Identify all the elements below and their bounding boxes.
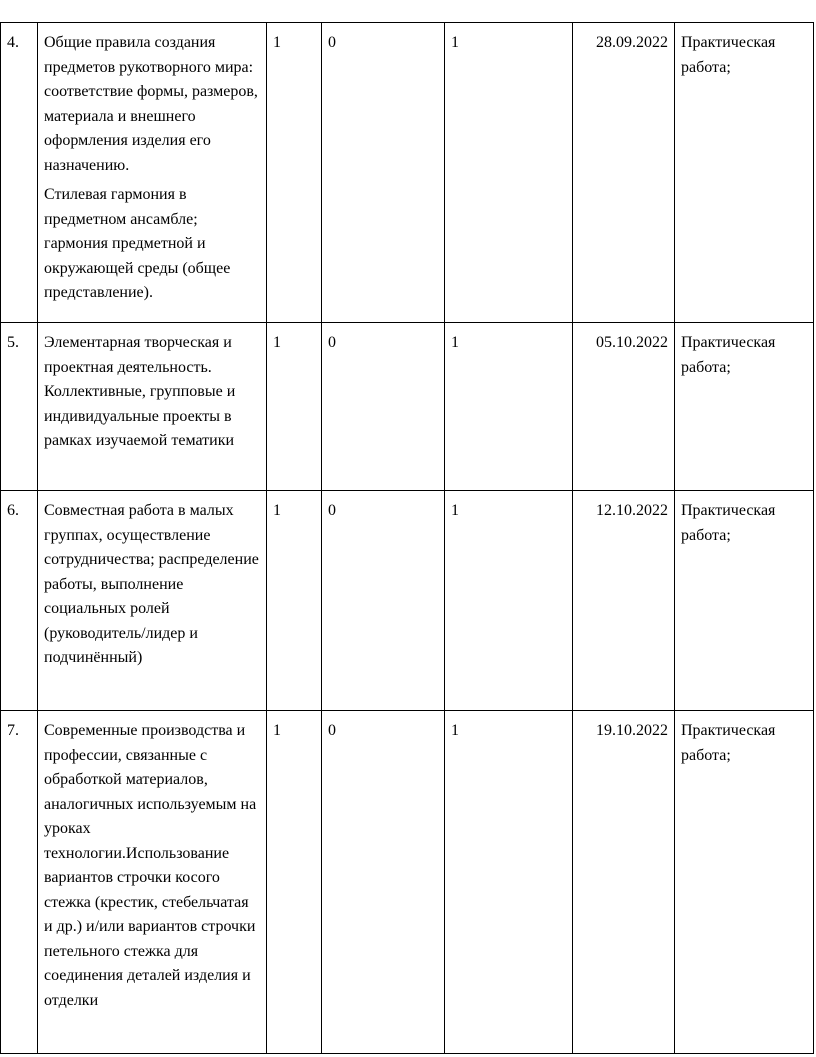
lesson-number: 4. <box>1 23 38 323</box>
lesson-topic <box>38 491 267 711</box>
control-form: Практическая работа; <box>675 23 814 323</box>
table-row <box>1 323 814 491</box>
lesson-topic-paragraph: Стилевая гармония в предметном ансамбле; гармония предметной и окружающей среды (общее представление). <box>44 186 231 301</box>
table-row <box>1 23 814 323</box>
total-hours: 1 <box>267 23 322 323</box>
control-form: Практическая работа; <box>675 323 814 491</box>
control-form: Практическая работа; <box>675 491 814 711</box>
lesson-topic <box>38 711 267 1054</box>
lesson-topic-paragraph: Современные производства и профессии, связанные с обработкой материалов, аналогичных используемым на уроках технологии.Использование вариантов строчки косого стежка (крестик, стебельчатая и др.) и/или вариантов строчки петельного стежка для соединения деталей изделия и отделки <box>44 722 257 1009</box>
practical-hours: 1 <box>445 711 573 1054</box>
practical-hours: 1 <box>445 23 573 323</box>
lesson-topic <box>38 23 267 323</box>
table-row <box>1 711 814 1054</box>
lesson-topic-paragraph: Элементарная творческая и проектная деятельность. Коллективные, групповые и индивидуальные проекты в рамках изучаемой тематики <box>44 334 236 449</box>
lesson-topic-paragraph: Общие правила создания предметов рукотворного мира: соответствие формы, размеров, материала и внешнего оформления изделия его назначению. <box>44 34 258 174</box>
control-hours: 0 <box>322 711 445 1054</box>
lesson-number: 6. <box>1 491 38 711</box>
total-hours: 1 <box>267 711 322 1054</box>
lesson-topic-paragraph: Совместная работа в малых группах, осуществление сотрудничества; распределение работы, выполнение социальных ролей (руководитель/лидер и подчинённый) <box>44 502 259 666</box>
control-form: Практическая работа; <box>675 711 814 1054</box>
total-hours: 1 <box>267 491 322 711</box>
lesson-date: 12.10.2022 <box>573 491 675 711</box>
table-row <box>1 491 814 711</box>
lesson-date: 28.09.2022 <box>573 23 675 323</box>
practical-hours: 1 <box>445 491 573 711</box>
practical-hours: 1 <box>445 323 573 491</box>
lesson-number: 5. <box>1 323 38 491</box>
control-hours: 0 <box>322 323 445 491</box>
lesson-plan-table <box>0 22 814 1054</box>
total-hours: 1 <box>267 323 322 491</box>
lesson-date: 05.10.2022 <box>573 323 675 491</box>
lesson-number: 7. <box>1 711 38 1054</box>
lesson-topic <box>38 323 267 491</box>
lesson-date: 19.10.2022 <box>573 711 675 1054</box>
control-hours: 0 <box>322 491 445 711</box>
control-hours: 0 <box>322 23 445 323</box>
